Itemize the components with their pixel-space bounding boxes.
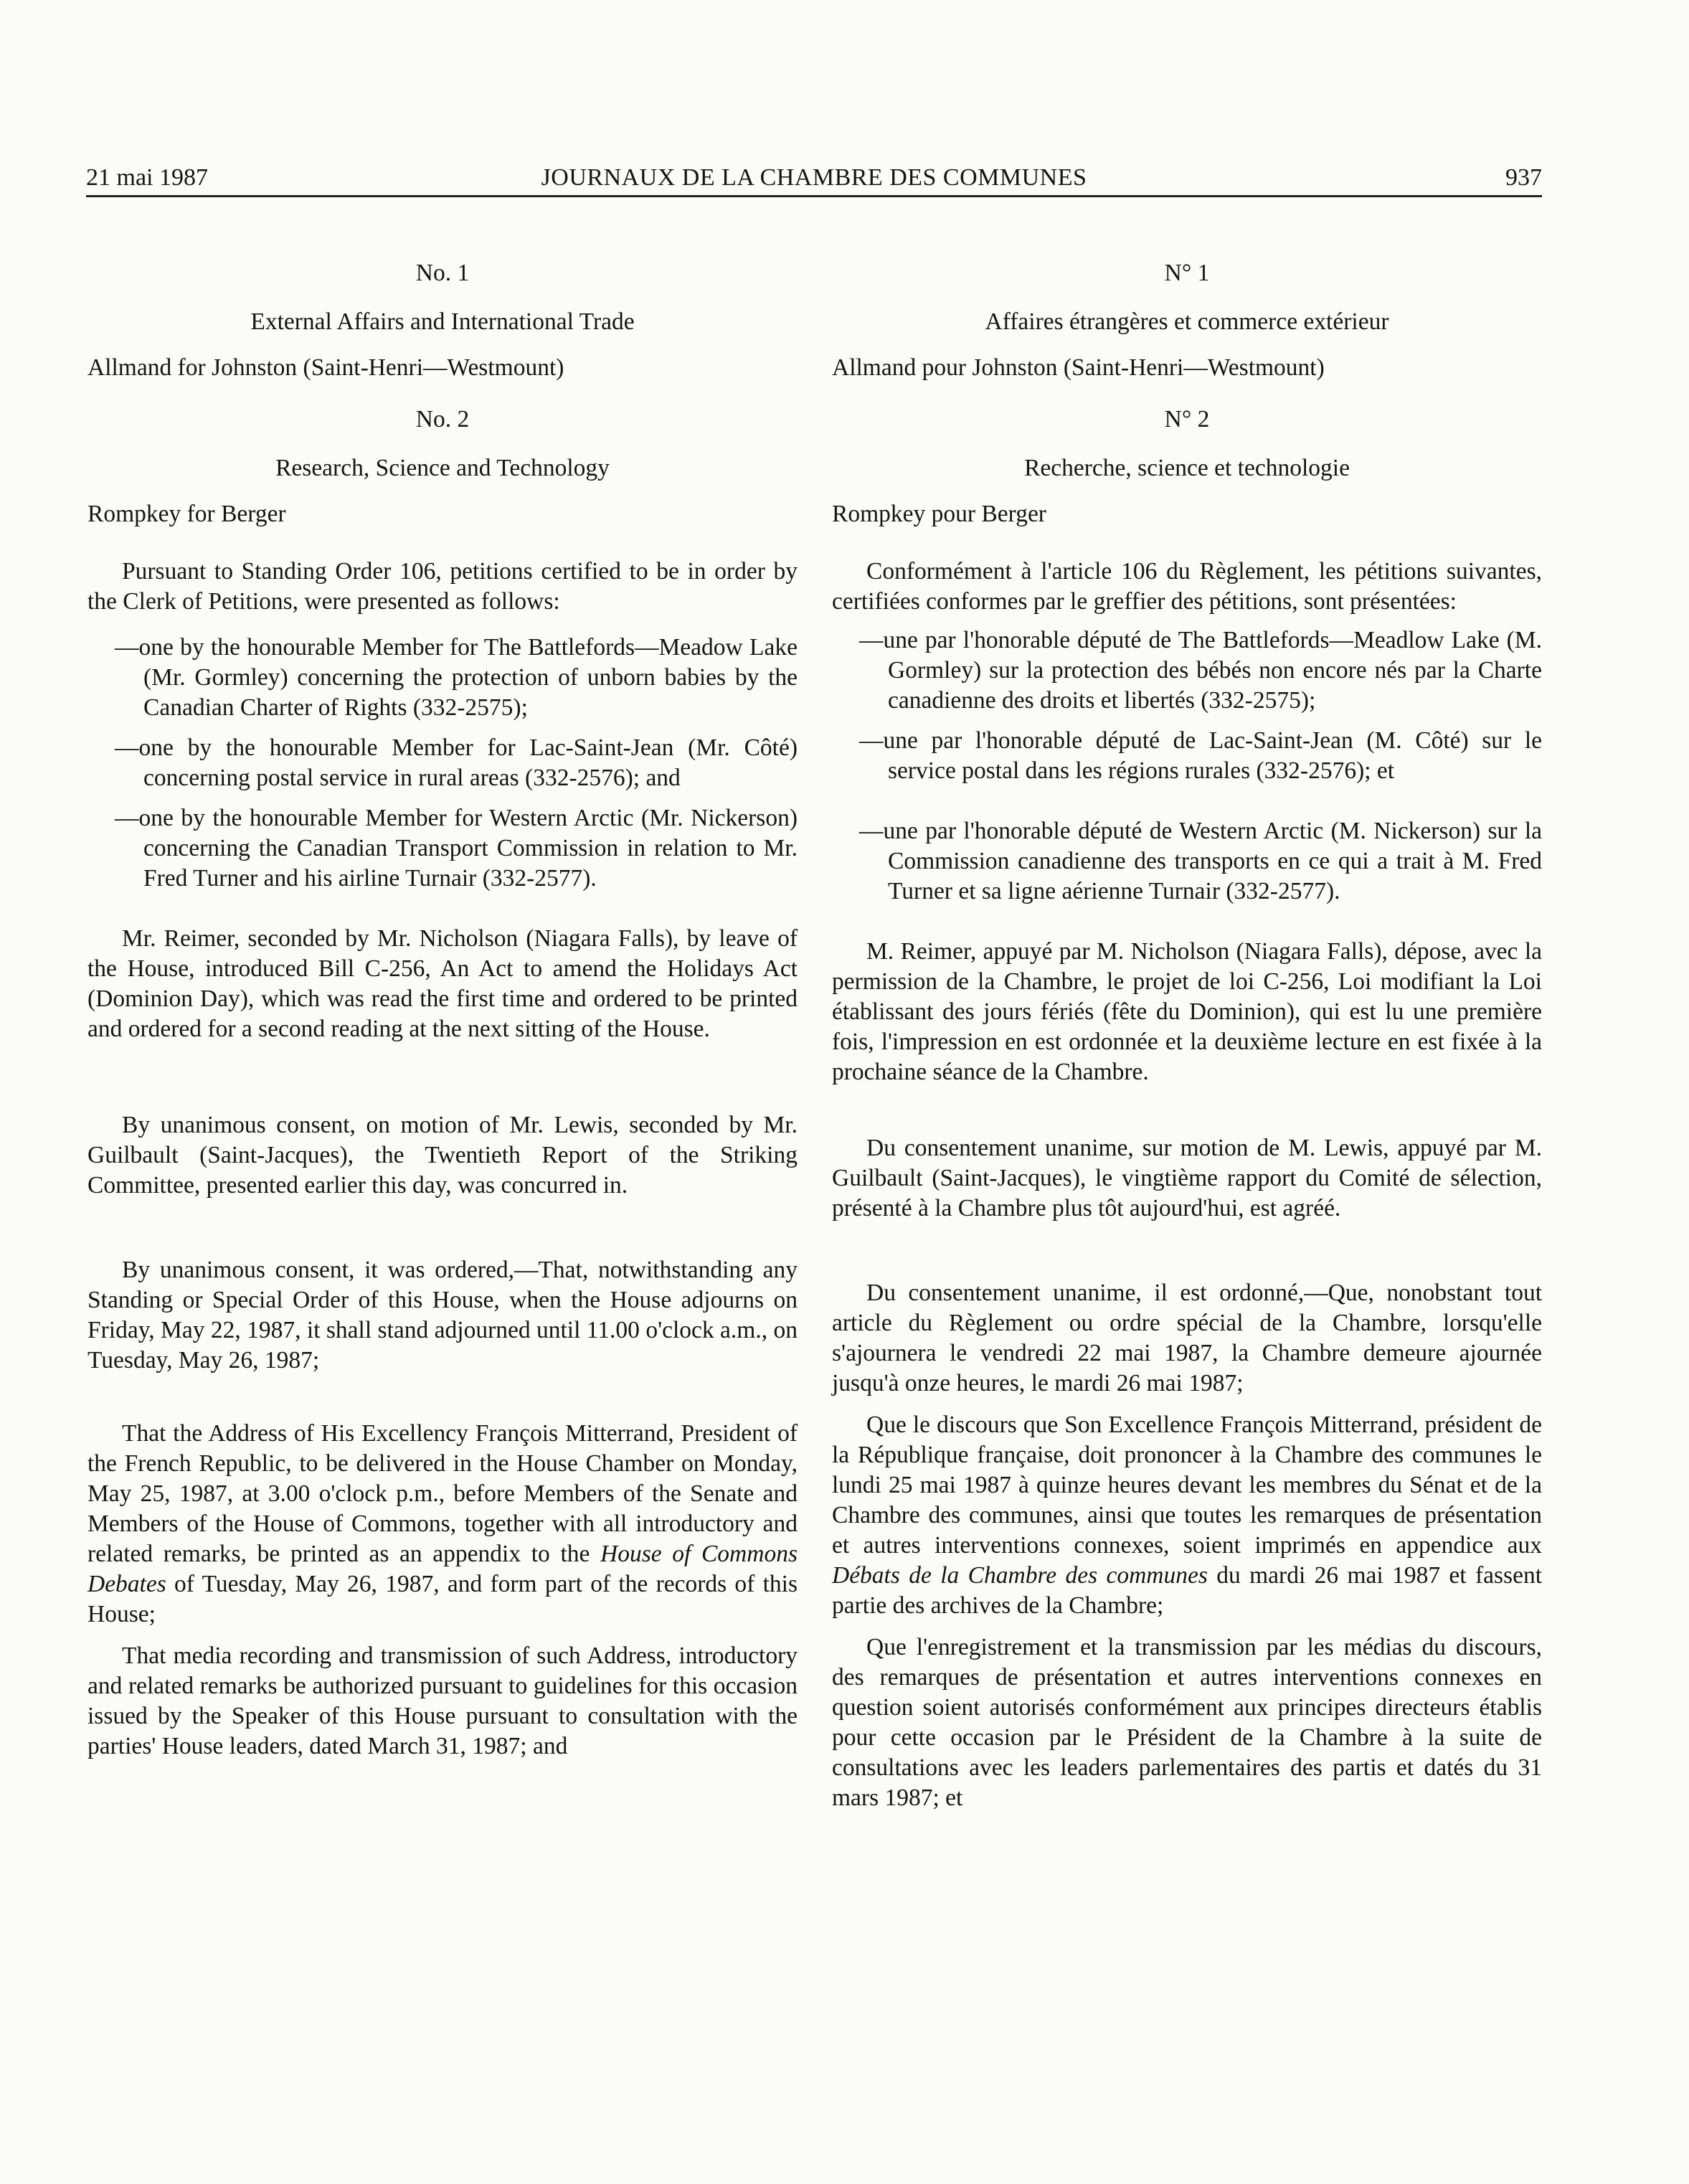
petition-list xyxy=(87,633,798,894)
french-column xyxy=(832,258,1542,1813)
adjournment-order: By unanimous consent, it was ordered,—That, notwithstanding any Standing or Special Order of this House, when the House adjourns on Friday, May 22, 1987, it shall stand adjourned until 11.00 o'clock a.m., on Tuesday, May 26, 1987; xyxy=(87,1257,798,1374)
petition-item: —une par l'honorable député de The Battlefords—Meadlow Lake (M. Gormley) sur la protection des bébés non encore nés par la Charte canadienne des droits et libertés (332-2575); xyxy=(859,627,1542,714)
petition-list xyxy=(832,625,1542,907)
committee-name: Affaires étrangères et commerce extérieur xyxy=(985,308,1389,335)
petition-item: —une par l'honorable député de Lac-Saint-Jean (M. Côté) sur le service postal dans les régions rurales (332-2576); et xyxy=(859,727,1542,784)
committee-name: Recherche, science et technologie xyxy=(1024,455,1350,481)
bill-introduction: Mr. Reimer, seconded by Mr. Nicholson (Niagara Falls), by leave of the House, introduced Bill C-256, An Act to amend the Holidays Act (Dominion Day), which was read the first time and ordered to be printed and ordered for a second reading at the next sitting of the House. xyxy=(87,925,798,1042)
english-column xyxy=(87,258,798,1762)
header-date: 21 mai 1987 xyxy=(86,164,208,191)
petition-item: —one by the honourable Member for The Battlefords—Meadow Lake (Mr. Gormley) concerning the protection of unborn babies by the Canadian Charter of Rights (332-2575); xyxy=(115,634,798,721)
item-number: N° 1 xyxy=(1164,260,1210,286)
petitions-intro: Conformément à l'article 106 du Règlement, les pétitions suivantes, certifiées conformes par le greffier des pétitions, sont présentées: xyxy=(832,558,1542,615)
striking-committee-report: By unanimous consent, on motion of Mr. Lewis, seconded by Mr. Guilbault (Saint-Jacques), the Twentieth Report of the Striking Committee, presented earlier this day, was concurred in. xyxy=(87,1112,798,1199)
committee-name: External Affairs and International Trade xyxy=(250,308,635,335)
adjournment-order: Du consentement unanime, il est ordonné,—Que, nonobstant tout article du Règlement ou ordre spécial de la Chambre, lorsqu'elle s'ajournera le vendredi 22 mai 1987, la Chambre demeure ajournée jusqu'à onze heures, le mardi 26 mai 1987; xyxy=(832,1280,1542,1396)
petition-item: —one by the honourable Member for Lac-Saint-Jean (Mr. Côté) concerning postal service in rural areas (332-2576); and xyxy=(115,734,798,791)
debates-title: House of Commons Debates xyxy=(87,1541,798,1597)
item-number: N° 2 xyxy=(1164,406,1210,432)
mitterrand-address: That the Address of His Excellency François Mitterrand, President of the French Republic, to be delivered in the House Chamber on Monday, May 25, 1987, at 3.00 o'clock p.m., before Members of the Senate and Members of the House of Commons, together with all introductory and related remarks, be printed as an appendix to the House of Commons Debates of Tuesday, May 26, 1987, and form part of the records of this House; xyxy=(87,1420,798,1627)
substitution: Rompkey pour Berger xyxy=(832,501,1046,527)
media-recording: That media recording and transmission of such Address, introductory and related remarks be authorized pursuant to guidelines for this occasion issued by the Speaker of this House pursuant to consultation with the parties' House leaders, dated March 31, 1987; and xyxy=(87,1642,798,1759)
petition-item: —une par l'honorable député de Western Arctic (M. Nickerson) sur la Commission canadienne des transports en ce qui a trait à M. Fred Turner et sa ligne aérienne Turnair (332-2577). xyxy=(859,818,1542,904)
petitions-intro: Pursuant to Standing Order 106, petitions certified to be in order by the Clerk of Petitions, were presented as follows: xyxy=(87,558,798,615)
page-number: 937 xyxy=(1505,164,1542,191)
committee-name: Research, Science and Technology xyxy=(275,455,610,481)
item-number: No. 1 xyxy=(415,260,470,286)
striking-committee-report: Du consentement unanime, sur motion de M. Lewis, appuyé par M. Guilbault (Saint-Jacques), le vingtième rapport du Comité de sélection, présenté à la Chambre plus tôt aujourd'hui, est agréé. xyxy=(832,1135,1542,1221)
bill-introduction: M. Reimer, appuyé par M. Nicholson (Niagara Falls), dépose, avec la permission de la Chambre, le projet de loi C-256, Loi modifiant la Loi établissant des jours fériés (fête du Dominion), qui est lu une première fois, l'impression en est ordonnée et la deuxième lecture en est fixée à la prochaine séance de la Chambre. xyxy=(832,938,1542,1085)
page-header xyxy=(86,164,1542,197)
journal-title: JOURNAUX DE LA CHAMBRE DES COMMUNES xyxy=(541,164,1087,191)
substitution: Rompkey for Berger xyxy=(87,501,286,527)
substitution: Allmand pour Johnston (Saint-Henri—Westmount) xyxy=(832,354,1325,381)
substitution: Allmand for Johnston (Saint-Henri—Westmount) xyxy=(87,354,564,381)
item-number: No. 2 xyxy=(415,406,470,432)
mitterrand-address: Que le discours que Son Excellence François Mitterrand, président de la République française, doit prononcer à la Chambre des communes le lundi 25 mai 1987 à quinze heures devant les membres du Sénat et de la Chambre des communes, ainsi que toutes les remarques de présentation et autres interventions connexes, soient imprimés en appendice aux Débats de la Chambre des communes du mardi 26 mai 1987 et fassent partie des archives de la Chambre; xyxy=(832,1412,1542,1619)
debates-title: Débats de la Chambre des communes xyxy=(832,1562,1208,1589)
petition-item: —one by the honourable Member for Western Arctic (Mr. Nickerson) concerning the Canadian Transport Commission in relation to Mr. Fred Turner and his airline Turnair (332-2577). xyxy=(115,805,798,892)
media-recording: Que l'enregistrement et la transmission par les médias du discours, des remarques de présentation et autres interventions connexes en question soient autorisés conformément aux principes directeurs établis pour cette occasion par le Président de la Chambre à la suite de consultations avec les leaders parlementaires des partis et datés du 31 mars 1987; et xyxy=(832,1634,1542,1811)
